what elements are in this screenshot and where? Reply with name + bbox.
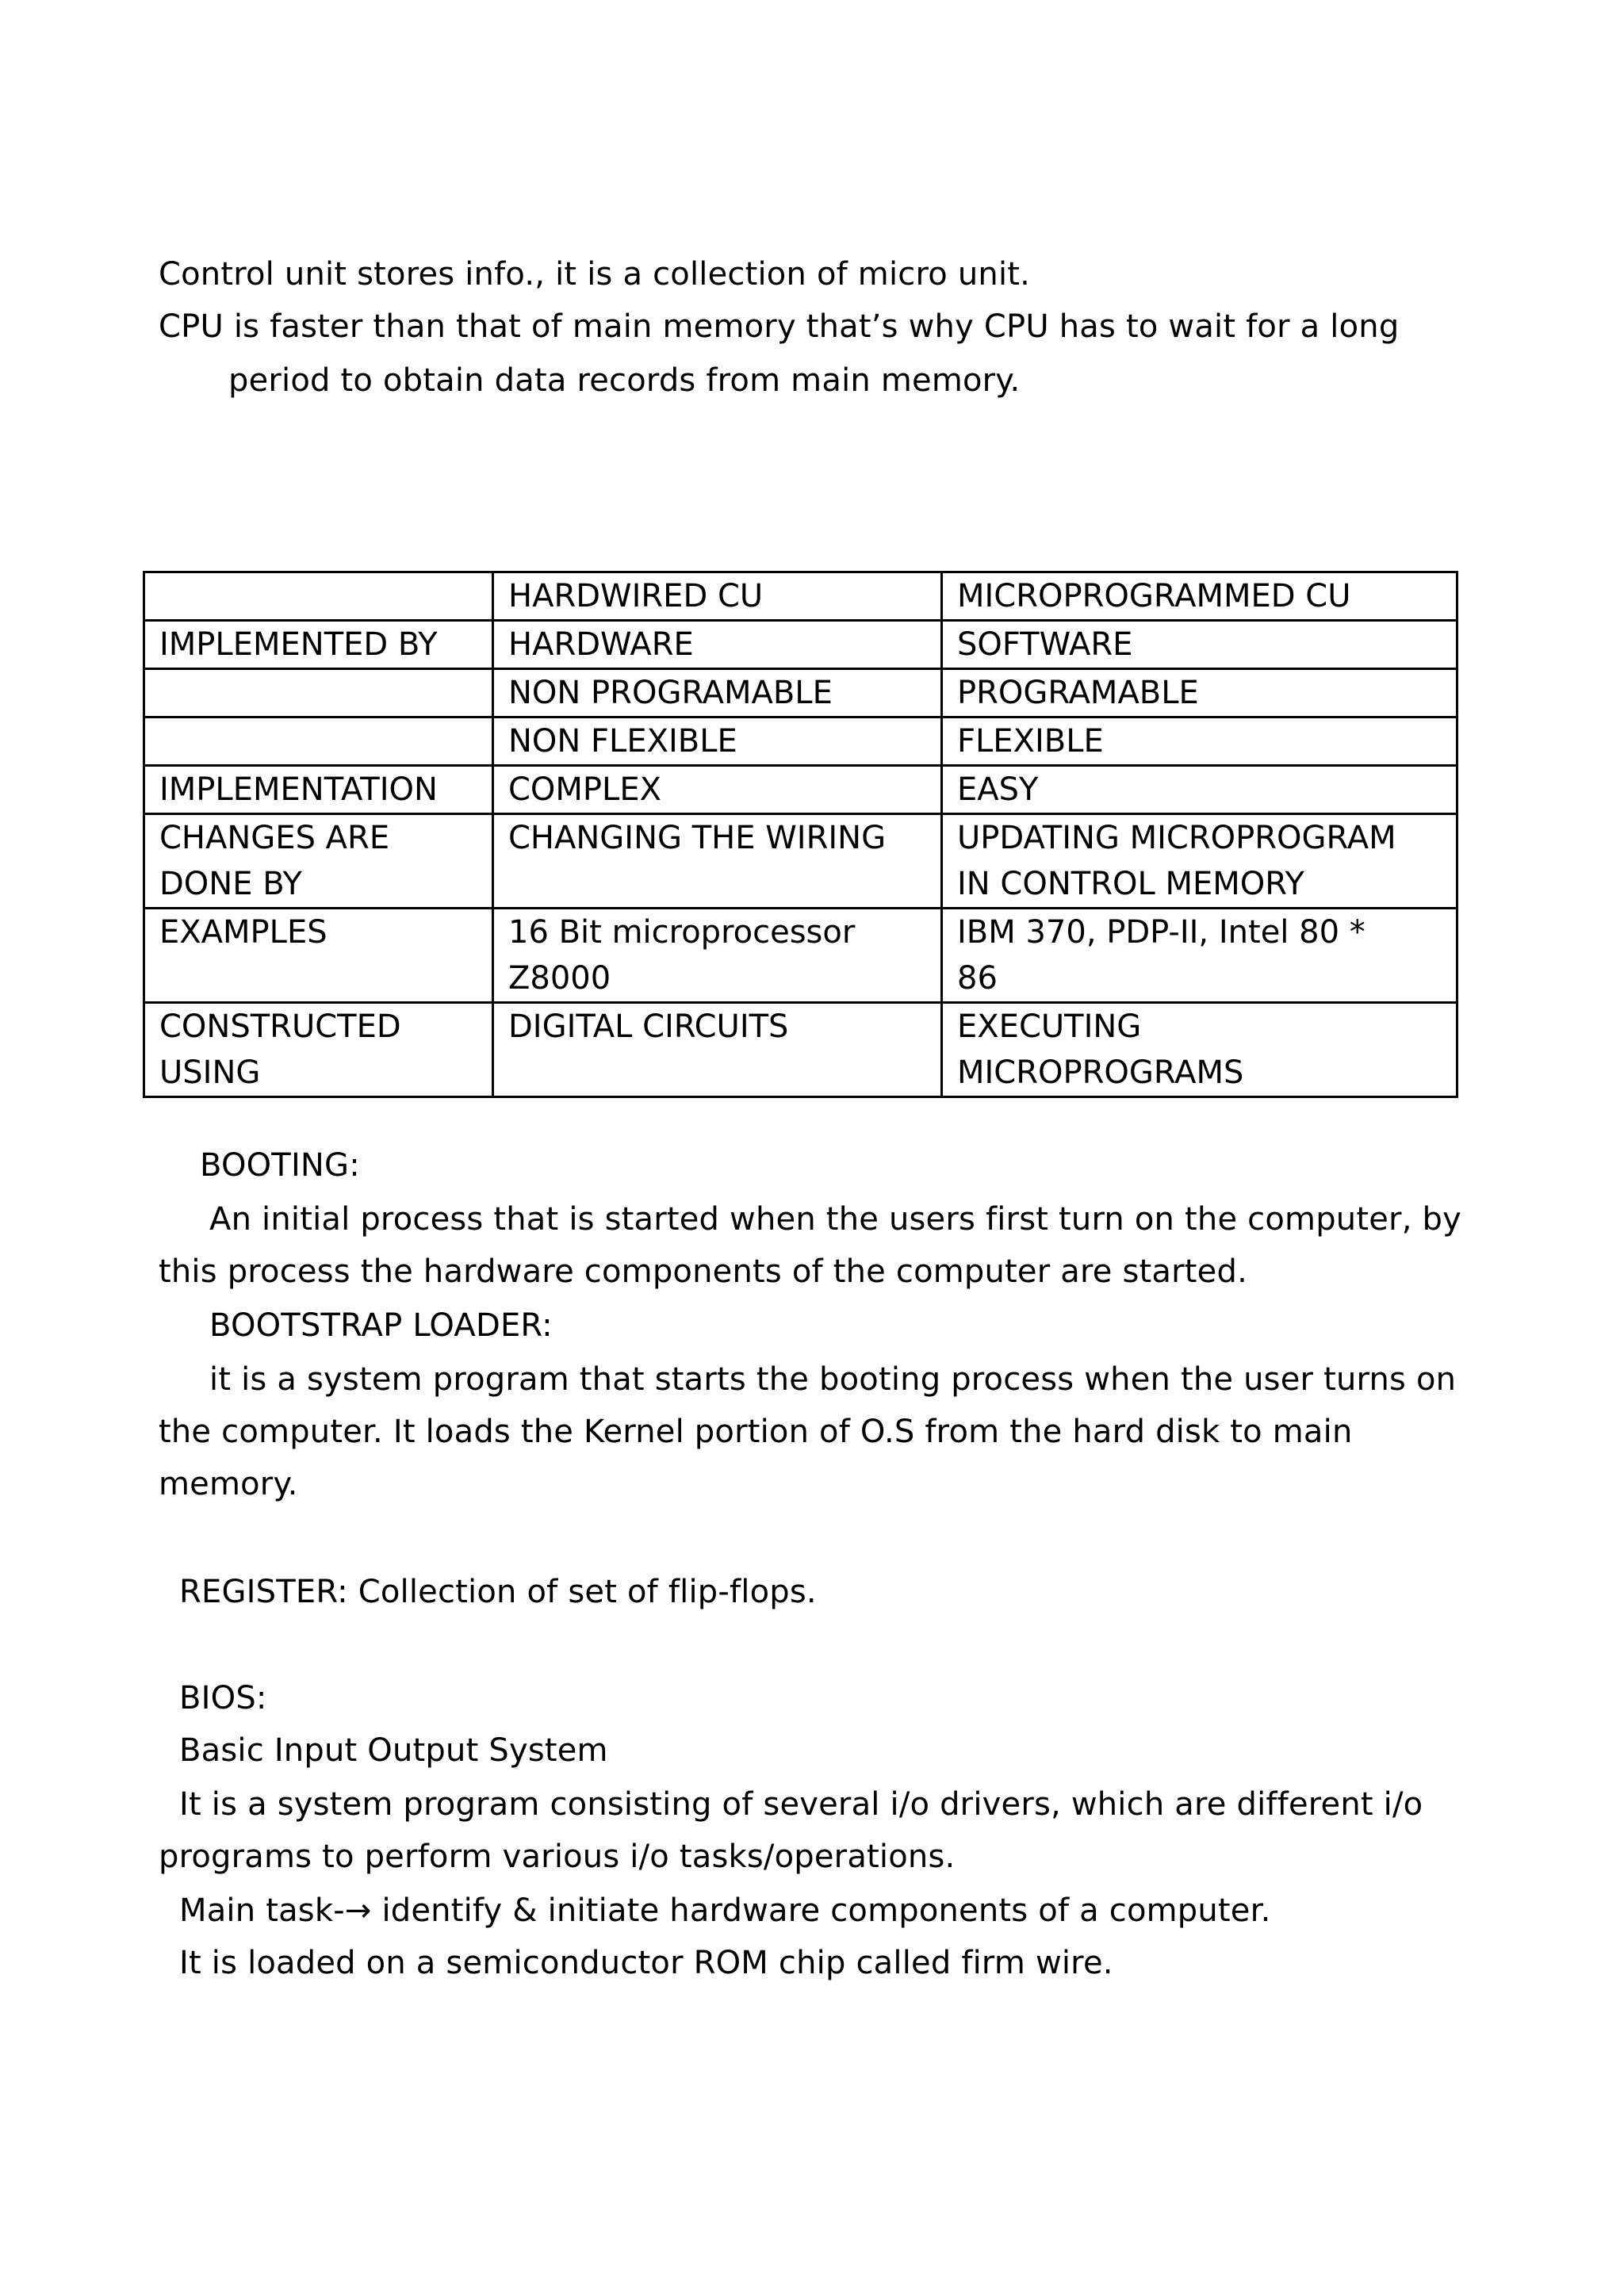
table-cell: PROGRAMABLE [942, 669, 1457, 718]
bootstrap-line-1: it is a system program that starts the booting process when the user turns on [209, 1361, 1457, 1398]
register-text: REGISTER: Collection of set of flip-flops. [179, 1574, 817, 1610]
bootstrap-line-2: the computer. It loads the Kernel portion of O.S from the hard disk to main [159, 1414, 1353, 1450]
table-cell [144, 718, 493, 766]
table-cell: IMPLEMENTATION [144, 766, 493, 814]
table-row [144, 814, 1457, 909]
bios-line-5: It is loaded on a semiconductor ROM chip called firm wire. [179, 1945, 1113, 1981]
intro-line-1: Control unit stores info., it is a collection of micro unit. [159, 256, 1031, 293]
table-cell: DIGITAL CIRCUITS [493, 1003, 942, 1097]
table-cell: CHANGES ARE DONE BY [144, 814, 493, 909]
booting-heading: BOOTING: [200, 1147, 360, 1184]
comparison-table [143, 571, 1458, 1098]
table-row [144, 572, 1457, 621]
table-cell: IBM 370, PDP-II, Intel 80 * 86 [942, 909, 1457, 1003]
table-row [144, 669, 1457, 718]
table-row [144, 621, 1457, 669]
booting-line-1: An initial process that is started when the users first turn on the computer, by [209, 1201, 1461, 1238]
table-cell: CONSTRUCTED USING [144, 1003, 493, 1097]
table-row [144, 766, 1457, 814]
table-cell [144, 572, 493, 621]
intro-line-3: period to obtain data records from main memory. [228, 362, 1021, 399]
table-cell: EXAMPLES [144, 909, 493, 1003]
comparison-table-body [144, 572, 1457, 1097]
table-cell: IMPLEMENTED BY [144, 621, 493, 669]
table-cell: EXECUTING MICROPROGRAMS [942, 1003, 1457, 1097]
table-cell: FLEXIBLE [942, 718, 1457, 766]
table-cell: NON FLEXIBLE [493, 718, 942, 766]
bios-heading: BIOS: [179, 1680, 267, 1716]
bootstrap-heading: BOOTSTRAP LOADER: [209, 1307, 553, 1344]
table-cell: CHANGING THE WIRING [493, 814, 942, 909]
table-row [144, 718, 1457, 766]
bios-line-3: programs to perform various i/o tasks/operations. [159, 1839, 956, 1875]
booting-line-2: this process the hardware components of the computer are started. [159, 1253, 1247, 1290]
bios-line-1: Basic Input Output System [179, 1732, 608, 1769]
table-row [144, 909, 1457, 1003]
table-cell [144, 669, 493, 718]
intro-line-2: CPU is faster than that of main memory that’s why CPU has to wait for a long [159, 308, 1400, 345]
table-cell: MICROPROGRAMMED CU [942, 572, 1457, 621]
table-cell: EASY [942, 766, 1457, 814]
table-cell: HARDWIRED CU [493, 572, 942, 621]
table-cell: HARDWARE [493, 621, 942, 669]
bios-line-2: It is a system program consisting of several i/o drivers, which are different i/o [179, 1786, 1423, 1823]
table-cell: 16 Bit microprocessor Z8000 [493, 909, 942, 1003]
table-cell: SOFTWARE [942, 621, 1457, 669]
table-row [144, 1003, 1457, 1097]
table-cell: COMPLEX [493, 766, 942, 814]
bootstrap-line-3: memory. [159, 1466, 298, 1502]
table-cell: UPDATING MICROPROGRAM IN CONTROL MEMORY [942, 814, 1457, 909]
table-cell: NON PROGRAMABLE [493, 669, 942, 718]
bios-line-4: Main task-→ identify & initiate hardware components of a computer. [179, 1892, 1271, 1929]
